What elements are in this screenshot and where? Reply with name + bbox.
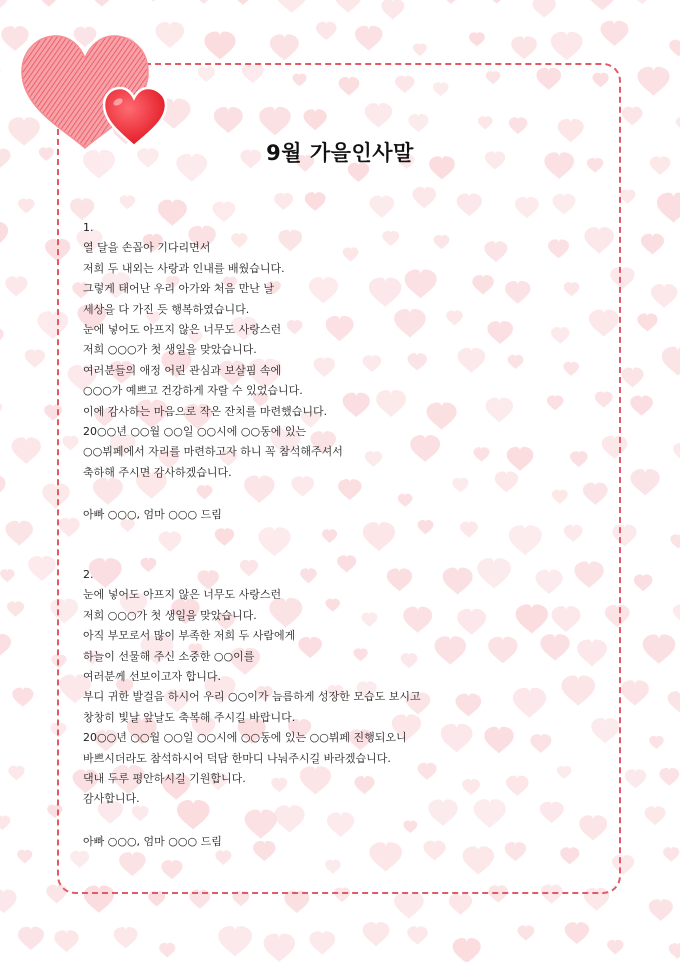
text-line: ○○○가 예쁘고 건강하게 자랄 수 있었습니다. (83, 384, 303, 398)
background-heart-icon (469, 32, 485, 46)
background-heart-icon (601, 21, 629, 46)
text-line: 20○○년 ○○월 ○○일 ○○시에 ○○동에 있는 ○○뷔페 진행되오니 (83, 731, 407, 745)
background-heart-icon (565, 922, 590, 944)
text-line: 그렇게 태어난 우리 아가와 처음 만난 날 (83, 282, 274, 296)
background-heart-icon (607, 940, 623, 955)
section-number: 1. (83, 221, 94, 234)
background-heart-icon (17, 850, 32, 864)
text-line: 여러분께 선보이고자 합니다. (83, 670, 222, 684)
background-heart-icon (673, 443, 680, 461)
background-heart-icon (0, 0, 8, 8)
text-line: 축하해 주시면 감사하겠습니다. (83, 465, 232, 479)
text-line: 20○○년 ○○월 ○○일 ○○시에 ○○동에 있는 (83, 425, 307, 439)
background-heart-icon (18, 199, 35, 214)
background-heart-icon (12, 688, 33, 707)
background-heart-icon (651, 284, 678, 308)
background-heart-icon (335, 0, 362, 13)
background-heart-icon (649, 899, 673, 921)
background-heart-icon (621, 680, 649, 705)
background-heart-icon (649, 736, 664, 749)
background-heart-icon (5, 276, 27, 296)
background-heart-icon (634, 574, 653, 591)
text-line: 하늘이 선물해 주신 소중한 ○○이를 (83, 649, 255, 663)
background-heart-icon (0, 475, 6, 499)
background-heart-icon (6, 521, 34, 546)
background-heart-icon (316, 22, 337, 40)
background-heart-icon (355, 26, 383, 51)
background-heart-icon (443, 0, 460, 4)
background-heart-icon (28, 556, 56, 581)
background-heart-icon (413, 43, 427, 56)
text-line: 저희 ○○○가 첫 생일을 맞았습니다. (83, 343, 257, 357)
background-heart-icon (8, 766, 24, 781)
background-heart-icon (449, 894, 472, 915)
text-line: 창창히 빛날 앞날도 축복해 주시길 바랍니다. (83, 710, 296, 724)
background-heart-icon (511, 36, 537, 59)
background-heart-icon (0, 221, 8, 249)
background-heart-icon (620, 189, 636, 203)
background-heart-icon (275, 0, 308, 13)
signature: 아빠 ○○○, 엄마 ○○○ 드림 (83, 508, 222, 522)
background-heart-icon (673, 604, 680, 623)
background-heart-icon (218, 926, 252, 956)
text-line: 여러분들의 애정 어린 관심과 보살핌 속에 (83, 363, 282, 377)
background-heart-icon (676, 117, 680, 131)
background-heart-icon (622, 368, 644, 388)
background-heart-icon (7, 601, 24, 616)
background-heart-icon (517, 925, 534, 940)
text-line: 감사합니다. (83, 792, 140, 806)
background-heart-icon (659, 768, 679, 786)
background-heart-icon (637, 313, 657, 331)
text-line: 바쁘시더라도 참석하시어 덕담 한마디 나눠주시길 바라겠습니다. (83, 751, 391, 765)
background-heart-icon (227, 0, 260, 5)
background-heart-icon (551, 32, 583, 61)
background-heart-icon (54, 930, 78, 952)
background-heart-icon (0, 328, 4, 345)
background-heart-icon (41, 0, 57, 7)
background-heart-icon (0, 402, 2, 416)
greeting-section-1 (83, 218, 343, 526)
background-heart-icon (662, 347, 680, 376)
background-heart-icon (669, 40, 680, 57)
background-heart-icon (533, 0, 556, 18)
background-heart-icon (489, 0, 505, 4)
background-heart-icon (657, 193, 680, 223)
text-line: 이에 감사하는 마음으로 작은 잔치를 마련했습니다. (83, 404, 328, 418)
background-heart-icon (264, 934, 295, 962)
text-line: 눈에 넣어도 아프지 않은 너무도 사랑스런 (83, 323, 282, 337)
section-number: 2. (83, 568, 94, 581)
background-heart-icon (669, 943, 680, 959)
text-line: 아직 부모로서 많이 부족한 저희 두 사람에게 (83, 629, 296, 643)
background-heart-icon (670, 534, 680, 548)
background-heart-icon (631, 0, 654, 4)
background-heart-icon (668, 691, 680, 712)
background-heart-icon (0, 634, 11, 657)
background-heart-icon (191, 0, 216, 4)
background-heart-icon (114, 927, 138, 948)
background-heart-icon (0, 569, 15, 582)
background-heart-icon (407, 926, 428, 945)
background-heart-icon (0, 65, 1, 79)
text-line: 눈에 넣어도 아프지 않은 너무도 사랑스런 (83, 588, 282, 602)
background-heart-icon (394, 892, 424, 919)
background-heart-icon (638, 67, 670, 96)
background-heart-icon (270, 34, 299, 60)
background-heart-icon (309, 931, 335, 954)
background-heart-icon (0, 890, 17, 914)
text-line: 부디 귀한 발걸음 하시어 우리 ○○이가 늠름하게 성장한 모습도 보시고 (83, 690, 421, 704)
greeting-section-2 (83, 565, 421, 852)
background-heart-icon (159, 943, 175, 958)
background-heart-icon (622, 107, 643, 126)
background-heart-icon (92, 0, 112, 7)
text-line: 세상을 다 가진 듯 행복하였습니다. (83, 302, 250, 316)
background-heart-icon (381, 0, 404, 19)
text-line: 댁내 두루 평안하시길 기원합니다. (83, 772, 246, 786)
background-heart-icon (645, 806, 666, 825)
background-heart-icon (641, 234, 664, 255)
background-heart-icon (630, 395, 653, 415)
page-title: 9월 가을인사말 (266, 141, 414, 165)
text-line: 저희 두 내외는 사랑과 인내를 배웠습니다. (83, 261, 285, 275)
background-heart-icon (663, 847, 679, 862)
background-heart-icon (643, 634, 676, 663)
text-line: ○○뷔페에서 자리를 마련하고자 하니 꼭 참석해주셔서 (83, 445, 343, 459)
background-heart-icon (453, 938, 481, 962)
background-heart-icon (588, 0, 617, 10)
background-heart-icon (631, 469, 660, 495)
background-heart-icon (0, 816, 10, 831)
background-heart-icon (142, 0, 166, 2)
background-heart-icon (363, 922, 390, 946)
signature: 아빠 ○○○, 엄마 ○○○ 드림 (83, 834, 222, 848)
text-line: 저희 ○○○가 첫 생일을 맞았습니다. (83, 608, 257, 622)
background-heart-icon (204, 31, 235, 59)
background-heart-icon (625, 769, 646, 788)
background-heart-icon (25, 349, 45, 367)
background-heart-icon (12, 437, 41, 463)
background-heart-icon (18, 927, 44, 950)
text-line: 열 달을 손꼽아 기다리면서 (83, 241, 211, 255)
